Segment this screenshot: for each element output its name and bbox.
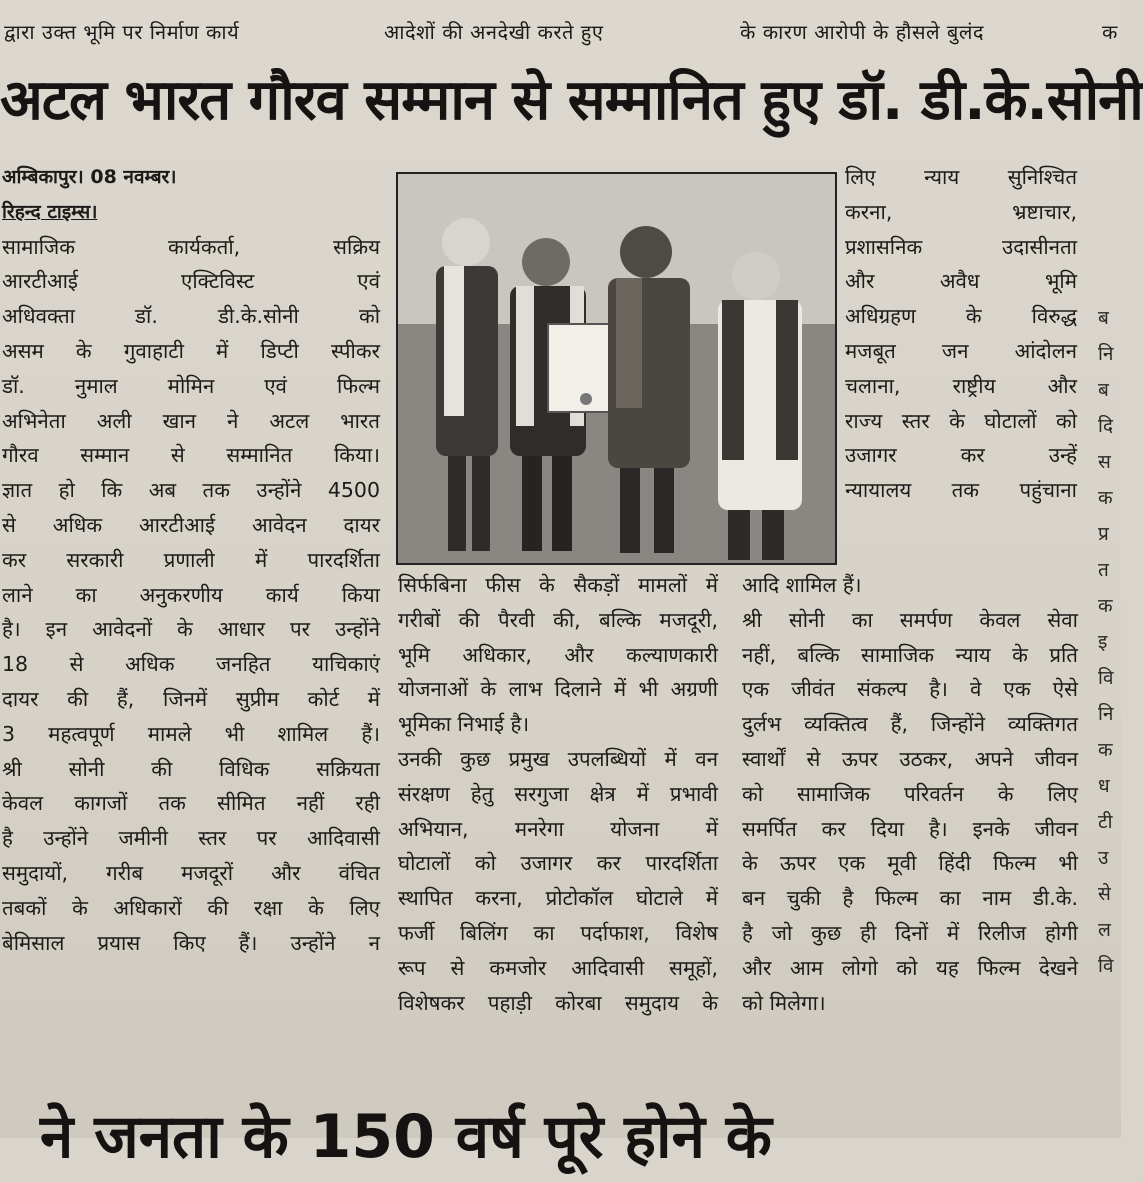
text-line: गरीबों की पैरवी की, बल्कि मजदूरी, [398,607,718,632]
fragment-char: क [1098,595,1113,617]
fragment-char: दि [1098,415,1114,437]
text-line: बेमिसाल प्रयास किए हैं। उन्होंने न [2,930,380,955]
text-line: विशेषकर पहाड़ी कोरबा समुदाय के [398,990,718,1015]
text-line: 3 महत्वपूर्ण मामले भी शामिल हैं। [2,721,380,746]
text-line: भूमिका निभाई है। [398,712,530,737]
text-line: एक जीवंत संकल्प है। वे एक ऐसे [742,677,1078,702]
text-line: श्री सोनी का समर्पण केवल सेवा [742,607,1078,632]
text-line: भूमि अधिकार, और कल्याणकारी [398,642,718,667]
text-line: समुदायों, गरीब मजदूरों और वंचित [2,860,380,885]
fragment-char: टी [1098,811,1113,833]
next-article-headline-fragment: ने जनता के 150 वर्ष पूरे होने के [40,1102,772,1172]
text-line: के ऊपर एक मूवी हिंदी फिल्म भी [742,851,1078,876]
top-fragment-left: द्वारा उक्त भूमि पर निर्माण कार्य [4,20,240,44]
text-line: बन चुकी है फिल्म का नाम डी.के. [742,886,1078,911]
text-line: है उन्होंने जमीनी स्तर पर आदिवासी [2,826,380,851]
text-line: नहीं, बल्कि सामाजिक न्याय के प्रति [742,642,1078,667]
top-fragment-edge: क [1102,20,1118,44]
text-line: दुर्लभ व्यक्तित्व हैं, जिन्होंने व्यक्तिगत [742,712,1078,737]
fragment-char: त [1098,559,1109,581]
text-line: अभियान, मनरेगा योजना में [398,816,718,841]
text-line: योजनाओं के लाभ दिलाने में भी अग्रणी [398,677,718,702]
text-line: प्रशासनिक उदासीनता [845,234,1077,259]
text-line: है। इन आवेदनों के आधार पर उन्होंने [2,617,380,642]
text-line: डॉ. नुमाल मोमिन एवं फिल्म [2,373,380,398]
text-line: स्थापित करना, प्रोटोकॉल घोटाले में [398,886,718,911]
text-line: से अधिक आरटीआई आवेदन दायर [2,512,380,537]
fragment-char: वि [1098,955,1114,977]
fragment-char: क [1098,487,1113,509]
text-line: अभिनेता अली खान ने अटल भारत [2,408,380,433]
text-line: असम के गुवाहाटी में डिप्टी स्पीकर [2,338,380,363]
fragment-char: क [1098,739,1113,761]
previous-article-strip [4,10,1118,46]
text-line: सामाजिक कार्यकर्ता, सक्रिय [2,234,380,259]
fragment-char: स [1098,451,1111,473]
text-line: आदि शामिल हैं। [742,573,862,597]
text-line: श्री सोनी की विधिक सक्रियता [2,756,380,781]
text-line: और अवैध भूमि [845,269,1077,294]
text-line: कर सरकारी प्रणाली में पारदर्शिता [2,547,380,572]
text-line: समर्पित कर दिया है। इनके जीवन [742,816,1078,841]
source-line: रिहन्द टाइम्स। [2,200,98,223]
fragment-char: नि [1098,343,1114,365]
text-line: उनकी कुछ प्रमुख उपलब्धियों में वन [398,746,718,771]
text-line: दायर की हैं, जिनमें सुप्रीम कोर्ट में [2,686,380,711]
text-line: को मिलेगा। [742,990,826,1015]
text-line: ज्ञात हो कि अब तक उन्होंने 4500 [2,478,380,503]
text-line: स्वार्थों से ऊपर उठकर, अपने जीवन [742,746,1078,771]
text-line: मजबूत जन आंदोलन [845,338,1077,363]
text-line: लिए न्याय सुनिश्चित [845,165,1077,189]
top-fragment-mid: आदेशों की अनदेखी करते हुए [384,20,604,44]
text-line: अधिवक्ता डॉ. डी.के.सोनी को [2,304,380,329]
adjacent-article-fragments [1098,300,1121,984]
fragment-char: ध [1098,775,1110,797]
photo-illustration [398,174,835,563]
article-column-3 [742,568,1078,1020]
text-line: 18 से अधिक जनहित याचिकाएं [2,652,380,677]
article-column-2 [398,568,718,1020]
fragment-char: से [1098,883,1111,905]
text-line: लाने का अनुकरणीय कार्य किया [2,582,380,607]
text-line: घोटालों को उजागर कर पारदर्शिता [398,851,718,876]
article-column-1 [2,160,380,960]
text-line: अधिग्रहण के विरुद्ध [845,304,1077,329]
text-line: तबकों के अधिकारों की रक्षा के लिए [2,895,380,920]
dateline: अम्बिकापुर। 08 नवम्बर। [2,166,177,188]
text-line: करना, भ्रष्टाचार, [845,199,1077,224]
text-line: फर्जी बिलिंग का पर्दाफाश, विशेष [398,920,718,945]
text-line: सिर्फबिना फीस के सैकड़ों मामलों में [398,573,718,597]
fragment-char: उ [1098,847,1109,869]
fragment-char: वि [1098,667,1114,689]
text-line: उजागर कर उन्हें [845,443,1077,468]
text-line: गौरव सम्मान से सम्मानित किया। [2,443,380,468]
fragment-char: इ [1098,631,1108,653]
text-line: चलाना, राष्ट्रीय और [845,373,1077,398]
fragment-char: ब [1098,307,1109,329]
text-line: है जो कुछ ही दिनों में रिलीज होगी [742,920,1078,945]
text-line: आरटीआई एक्टिविस्ट एवं [2,269,380,294]
article-column-3-top [845,160,1077,508]
text-line: को सामाजिक परिवर्तन के लिए [742,781,1078,806]
fragment-char: नि [1098,703,1114,725]
fragment-char: ब [1098,379,1109,401]
text-line: और आम लोगो को यह फिल्म देखने [742,955,1078,980]
award-ceremony-photo-icon [396,172,837,565]
text-line: केवल कागजों तक सीमित नहीं रही [2,791,380,816]
text-line: न्यायालय तक पहुंचाना [845,478,1077,503]
top-fragment-right: के कारण आरोपी के हौसले बुलंद [740,20,985,44]
article-headline: अटल भारत गौरव सम्मान से सम्मानित हुए डॉ. डी.के.सोनी [0,68,1143,133]
text-line: रूप से कमजोर आदिवासी समूहों, [398,955,718,980]
text-line: राज्य स्तर के घोटालों को [845,408,1077,433]
fragment-char: प्र [1098,523,1109,545]
text-line: संरक्षण हेतु सरगुजा क्षेत्र में प्रभावी [398,781,718,806]
fragment-char: ल [1098,919,1111,941]
